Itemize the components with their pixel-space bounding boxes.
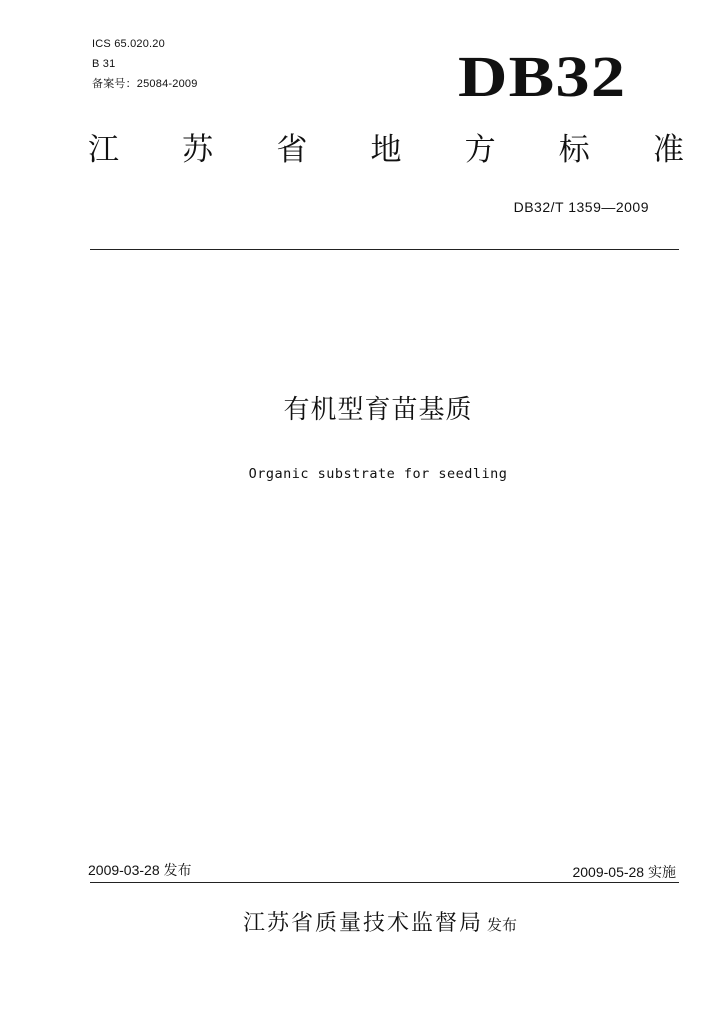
standard-type-char: 方 xyxy=(464,132,496,168)
standard-type-char: 准 xyxy=(652,132,684,168)
standard-number: DB32/T 1359—2009 xyxy=(513,199,649,215)
classification-codes xyxy=(92,34,198,94)
ics-code: ICS 65.020.20 xyxy=(92,38,165,50)
standard-type-char: 标 xyxy=(558,132,590,168)
implementation-date: 2009-05-28 实施 xyxy=(572,864,676,880)
db32-logo: DB32 xyxy=(458,44,627,109)
standard-type-char: 省 xyxy=(276,132,308,168)
standard-type-char: 地 xyxy=(370,132,402,168)
title-chinese: 有机型育苗基质 xyxy=(283,395,473,425)
publisher-line xyxy=(0,906,724,937)
title-english: Organic substrate for seedling xyxy=(248,466,508,482)
standard-type-heading xyxy=(88,128,684,172)
bottom-divider xyxy=(90,882,679,883)
top-divider xyxy=(90,249,679,250)
publisher-org: 江苏省质量技术监督局 xyxy=(242,911,483,936)
publisher-verb: 发布 xyxy=(487,916,518,934)
standard-type-char: 苏 xyxy=(182,132,214,168)
issue-date: 2009-03-28 发布 xyxy=(88,862,192,878)
standard-type-char: 江 xyxy=(88,132,119,168)
ccs-code: B 31 xyxy=(92,58,116,70)
filing-number: 备案号：25084-2009 xyxy=(92,78,198,90)
